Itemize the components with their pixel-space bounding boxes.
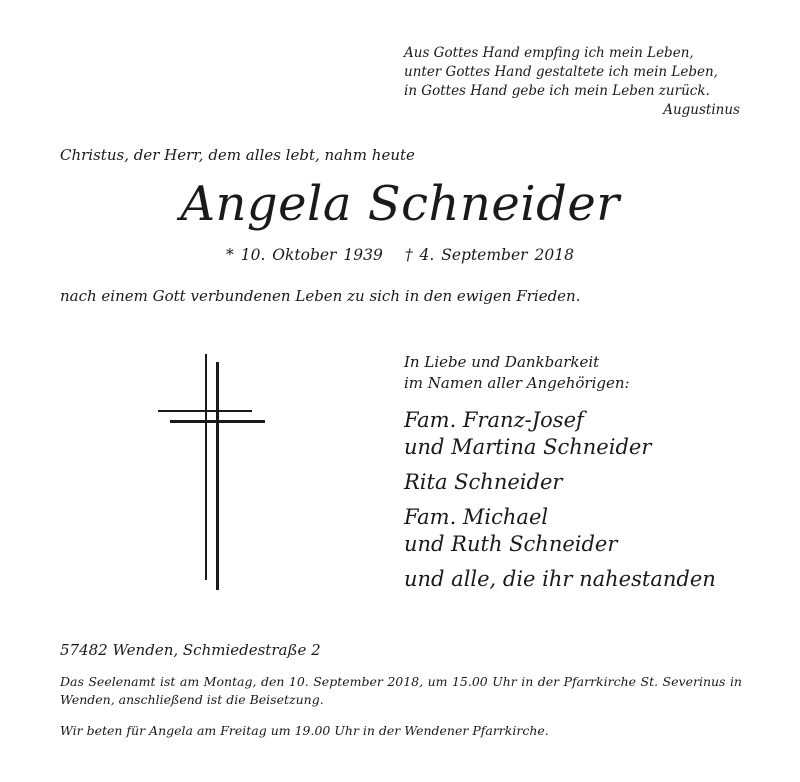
quote-line: Aus Gottes Hand empfing ich mein Leben, bbox=[404, 45, 694, 61]
mourner-group bbox=[404, 407, 716, 461]
quote-line: unter Gottes Hand gestaltete ich mein Leben, bbox=[404, 64, 718, 80]
deceased-name: Angela Schneider bbox=[180, 176, 620, 232]
mourners-intro-line: In Liebe und Dankbarkeit bbox=[404, 353, 600, 371]
intro-text: Christus, der Herr, dem alles lebt, nahm heute bbox=[60, 146, 415, 164]
quote-author: Augustinus bbox=[663, 102, 740, 118]
mourner-line: Fam. Franz-Josef bbox=[404, 408, 584, 432]
mourner-group bbox=[404, 504, 716, 558]
quote-block bbox=[404, 44, 740, 120]
cross-icon bbox=[155, 350, 270, 595]
mourner-line: und Ruth Schneider bbox=[404, 532, 618, 556]
mourners-intro bbox=[404, 352, 630, 394]
death-date: † 4. September 2018 bbox=[404, 246, 574, 264]
address: 57482 Wenden, Schmiedestraße 2 bbox=[60, 641, 321, 659]
life-dates bbox=[0, 246, 800, 264]
mourners-list bbox=[404, 407, 716, 601]
mass-notice: Das Seelenamt ist am Montag, den 10. September 2018, um 15.00 Uhr in der Pfarrkirche St. Severinus in Wenden, anschließend ist die Beisetzung. bbox=[60, 674, 742, 707]
quote-line: in Gottes Hand gebe ich mein Leben zurück. bbox=[404, 83, 710, 99]
mourner-line: Rita Schneider bbox=[404, 470, 563, 494]
mourner-group bbox=[404, 469, 716, 496]
mourners-intro-line: im Namen aller Angehörigen: bbox=[404, 374, 630, 392]
mourner-line: und alle, die ihr nahestanden bbox=[404, 567, 716, 591]
outro-text: nach einem Gott verbundenen Leben zu sich in den ewigen Frieden. bbox=[60, 287, 581, 305]
mourner-line: und Martina Schneider bbox=[404, 435, 652, 459]
prayer-notice: Wir beten für Angela am Freitag um 19.00 Uhr in der Wendener Pfarrkirche. bbox=[60, 723, 549, 738]
mourner-group bbox=[404, 566, 716, 593]
birth-date: * 10. Oktober 1939 bbox=[226, 246, 383, 264]
mourner-line: Fam. Michael bbox=[404, 505, 549, 529]
